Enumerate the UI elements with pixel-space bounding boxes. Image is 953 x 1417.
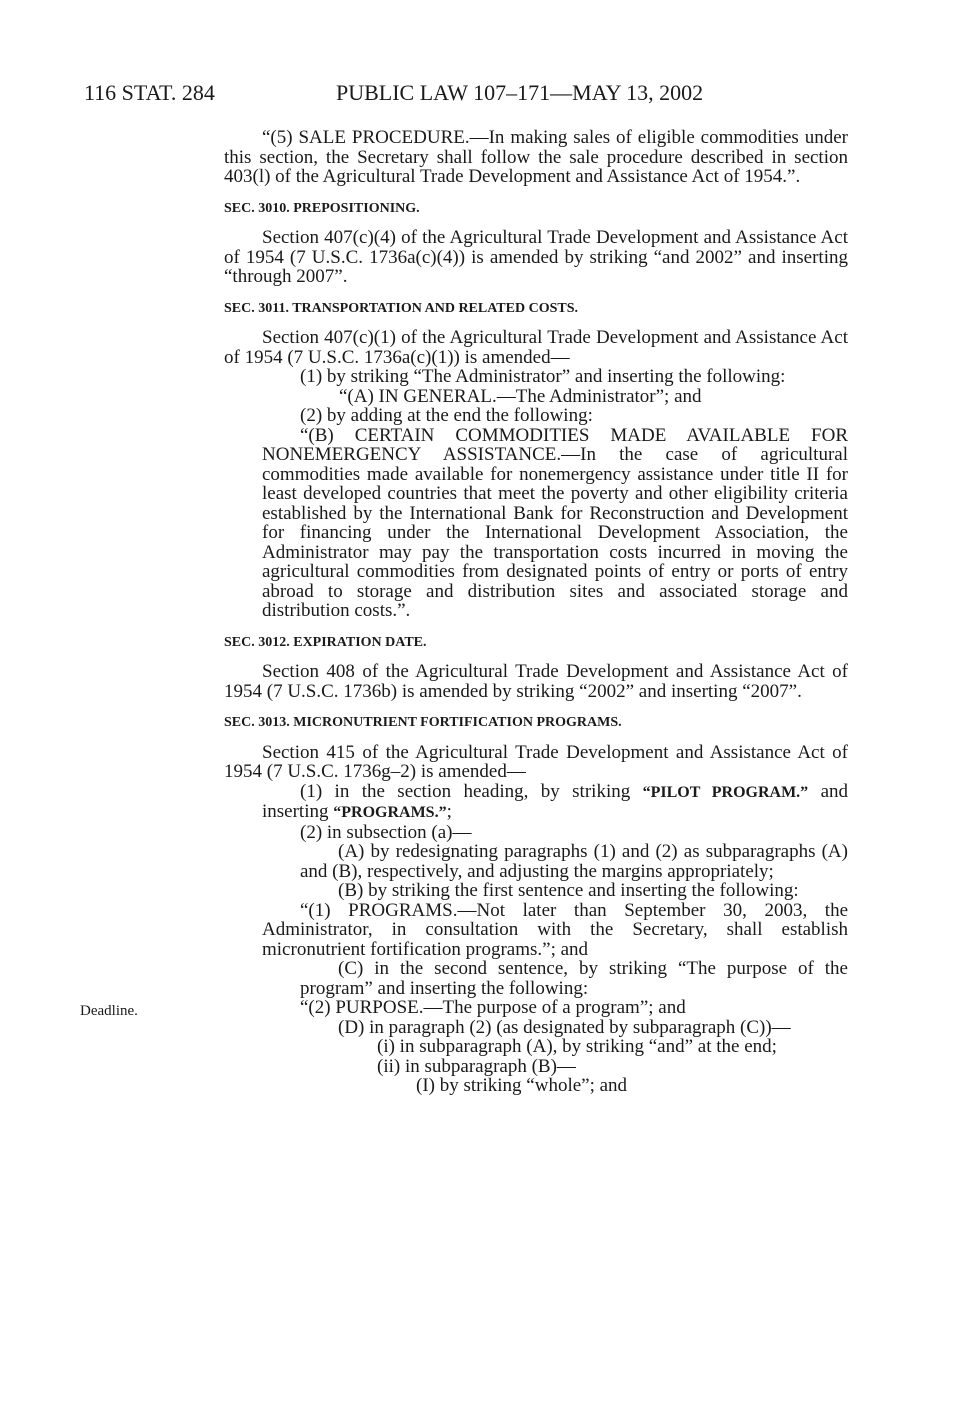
paragraph-sale-procedure: “(5) SALE PROCEDURE.—In making sales of eligible commodities under this section, the Secretary shall follow the sale procedure described in section 403(l) of the Agricultural Trade Development and Assistance Act of 1954.”. xyxy=(224,127,848,187)
paragraph-3013-2: (2) in subsection (a)— xyxy=(300,821,472,843)
paragraph-3011-a: “(A) IN GENERAL.—The Administrator”; and xyxy=(339,385,702,407)
section-heading-3011: SEC. 3011. TRANSPORTATION AND RELATED COSTS. xyxy=(224,300,578,316)
paragraph-3013-1: (1) in the section heading, by striking “PILOT PROGRAM.” and inserting “PROGRAMS.”; xyxy=(262,780,849,822)
paragraph-3013-D: (D) in paragraph (2) (as designated by subparagraph (C))— xyxy=(338,1016,791,1038)
paragraph-3013-I: (I) by striking “whole”; and xyxy=(416,1075,628,1096)
paragraph-3013-i: (i) in subparagraph (A), by striking “and” at the end; xyxy=(377,1036,777,1057)
paragraph-3012: Section 408 of the Agricultural Trade Development and Assistance Act of 1954 (7 U.S.C. 1736b) is amended by striking “2002” and inserting “2007”. xyxy=(224,661,848,702)
paragraph-3013: Section 415 of the Agricultural Trade Development and Assistance Act of 1954 (7 U.S.C. 1736g–2) is amended— xyxy=(224,741,848,782)
running-header: PUBLIC LAW 107–171—MAY 13, 2002 xyxy=(336,80,704,105)
paragraph-3011: Section 407(c)(1) of the Agricultural Trade Development and Assistance Act of 1954 (7 U.S.C. 1736a(c)(1)) is amended— xyxy=(224,327,848,368)
stat-page-number: 116 STAT. 284 xyxy=(84,80,215,105)
section-heading-3013: SEC. 3013. MICRONUTRIENT FORTIFICATION PROGRAMS. xyxy=(224,715,622,730)
paragraph-3013-purpose: “(2) PURPOSE.—The purpose of a program”; and xyxy=(300,997,686,1018)
section-heading-3012: SEC. 3012. EXPIRATION DATE. xyxy=(224,634,427,650)
paragraph-3010: Section 407(c)(4) of the Agricultural Trade Development and Assistance Act of 1954 (7 U.S.C. 1736a(c)(4)) is amended by striking “and 2002” and inserting “through 2007”. xyxy=(224,227,848,287)
paragraph-3013-A: (A) by redesignating paragraphs (1) and (2) as subparagraphs (A) and (B), respectively, and adjusting the margins appropriately; xyxy=(300,841,848,882)
margin-note-deadline: Deadline. xyxy=(80,1003,138,1019)
paragraph-3011-b: “(B) CERTAIN COMMODITIES MADE AVAILABLE FOR NONEMERGENCY ASSISTANCE.—In the case of agricultural commodities made available for nonemergency assistance under title II for least developed countries that meet the poverty and other eligibility criteria established by the International Bank for Reconstruction and Development for financing under the International Development Association, the Administrator may pay the transportation costs incurred in moving the agricultural commodities from designated points of entry or ports of entry abroad to storage and distribution sites and associated storage and distribution costs.”. xyxy=(262,424,848,621)
paragraph-3013-C: (C) in the second sentence, by striking “The purpose of the program” and inserting the following: xyxy=(300,958,848,999)
paragraph-3013-B: (B) by striking the first sentence and inserting the following: xyxy=(338,880,799,901)
paragraph-3011-2: (2) by adding at the end the following: xyxy=(300,405,593,426)
paragraph-3013-programs: “(1) PROGRAMS.—Not later than September 30, 2003, the Administrator, in consultation with the Secretary, shall establish micronutrient fortification programs.”; and xyxy=(262,899,848,960)
paragraph-3013-ii: (ii) in subparagraph (B)— xyxy=(377,1055,576,1077)
paragraph-3011-1: (1) by striking “The Administrator” and inserting the following: xyxy=(300,366,786,387)
document-body xyxy=(224,128,848,1096)
section-heading-3010: SEC. 3010. PREPOSITIONING. xyxy=(224,200,420,216)
